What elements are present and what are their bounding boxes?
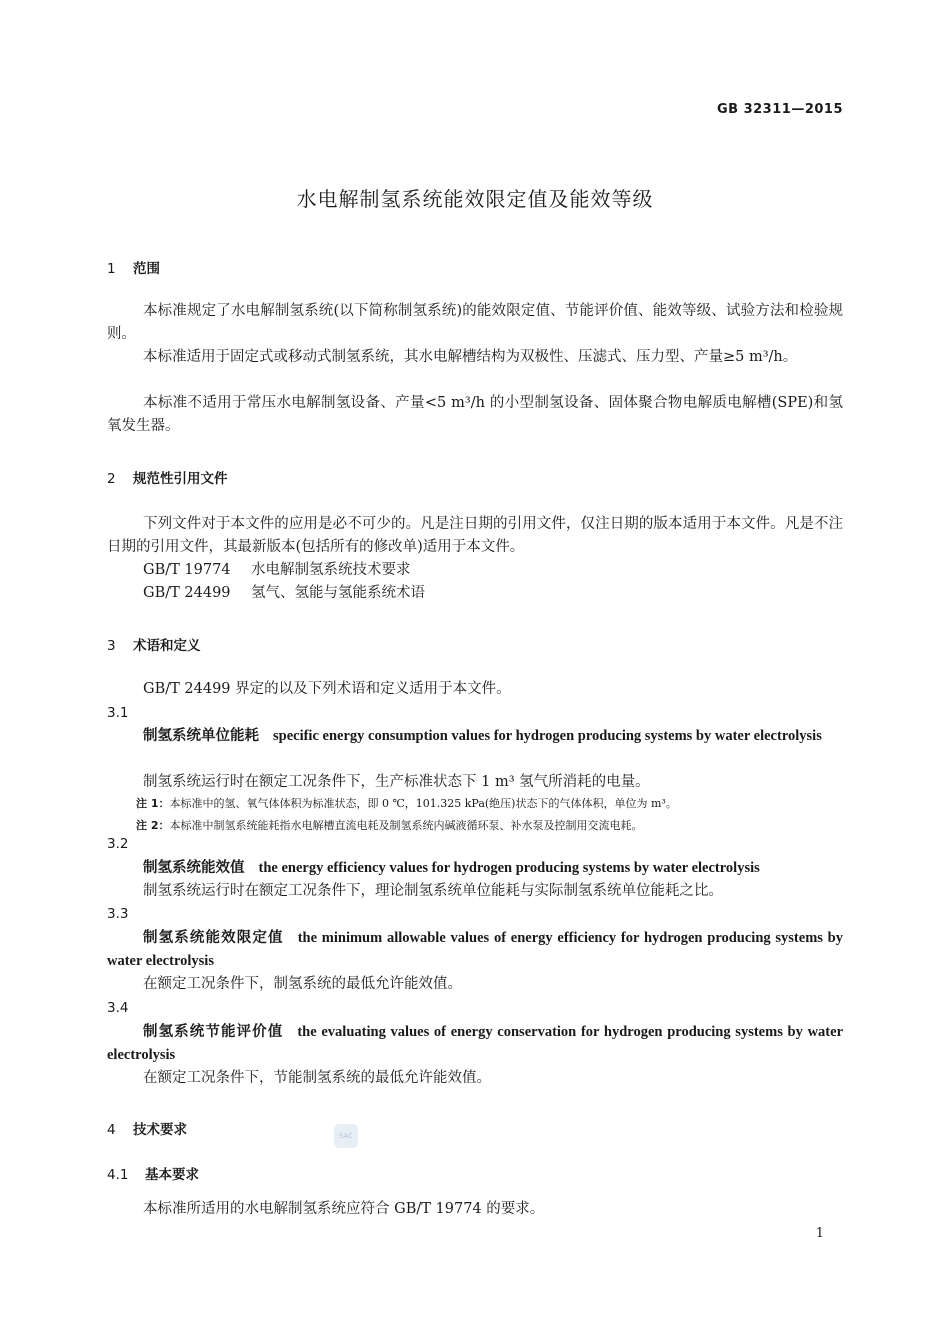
section-title: 技术要求	[133, 1122, 187, 1138]
section-1-paragraph-2: 本标准适用于固定式或移动式制氢系统，其水电解槽结构为双极性、压滤式、压力型、产量≥5 m³/h。	[143, 349, 798, 365]
note	[136, 817, 642, 833]
section-2-paragraph: 下列文件对于本文件的应用是必不可少的。凡是注日期的引用文件，仅注日期的版本适用于本文件。凡是不注日期的引用文件，其最新版本(包括所有的修改单)适用于本文件。	[107, 516, 843, 555]
term-number: 3.3	[107, 906, 129, 922]
section-number: 1	[107, 261, 116, 277]
section-3-intro: GB/T 24499 界定的以及下列术语和定义适用于本文件。	[143, 681, 511, 697]
reference-title: 水电解制氢系统技术要求	[251, 562, 411, 578]
standard-code: GB 32311—2015	[716, 102, 843, 117]
section-number: 4	[107, 1122, 116, 1138]
term-number: 3.2	[107, 836, 129, 852]
subsection-number: 4.1	[107, 1167, 129, 1183]
section-title: 范围	[133, 261, 160, 277]
note-text: 本标准中的氢、氧气体体积为标准状态，即 0 ℃，101.325 kPa(绝压)状态下的气体体积，单位为 m³。	[169, 797, 677, 810]
term-definition: 在额定工况条件下，节能制氢系统的最低允许能效值。	[143, 1070, 491, 1086]
term-english: the evaluating values of energy conservation for hydrogen producing systems by water electrolysis	[107, 1024, 844, 1063]
note-label: 注 2：	[136, 819, 170, 832]
term-number: 3.1	[107, 705, 129, 721]
section-title: 规范性引用文件	[133, 471, 228, 487]
term-definition: 制氢系统运行时在额定工况条件下，理论制氢系统单位能耗与实际制氢系统单位能耗之比。	[143, 883, 723, 899]
term-number: 3.4	[107, 1000, 129, 1016]
document-title: 水电解制氢系统能效限定值及能效等级	[296, 187, 654, 211]
term-entry	[107, 927, 843, 973]
reference-code: GB/T 24499	[143, 585, 231, 601]
term-entry	[107, 725, 843, 748]
section-number: 3	[107, 638, 116, 654]
section-1-paragraph-3: 本标准不适用于常压水电解制氢设备、产量<5 m³/h 的小型制氢设备、固体聚合物电解质电解槽(SPE)和氢氧发生器。	[107, 395, 843, 434]
term-english: the minimum allowable values of energy efficiency for hydrogen producing systems by water electrolysis	[107, 930, 843, 969]
section-4-heading	[107, 1118, 187, 1138]
subsection-title: 基本要求	[145, 1167, 199, 1183]
term-entry	[107, 1021, 843, 1067]
section-title: 术语和定义	[133, 638, 201, 654]
subsection-4-1-heading	[107, 1163, 199, 1183]
reference-code: GB/T 19774	[143, 562, 231, 578]
note-label: 注 1：	[136, 797, 170, 810]
term-entry	[107, 857, 843, 880]
normative-reference	[143, 582, 425, 605]
page-number: 1	[815, 1226, 824, 1241]
term-chinese: 制氢系统节能评价值	[143, 1024, 284, 1040]
term-english: specific energy consumption values for hydrogen producing systems by water electrolysis	[273, 728, 822, 744]
term-definition: 在额定工况条件下，制氢系统的最低允许能效值。	[143, 976, 462, 992]
term-chinese: 制氢系统单位能耗	[143, 728, 259, 744]
term-english: the energy efficiency values for hydrogen producing systems by water electrolysis	[258, 860, 760, 876]
normative-reference	[143, 559, 411, 582]
term-chinese: 制氢系统能效限定值	[143, 930, 284, 946]
section-1-paragraph-1: 本标准规定了水电解制氢系统(以下简称制氢系统)的能效限定值、节能评价值、能效等级、试验方法和检验规则。	[107, 303, 843, 342]
section-4-paragraph: 本标准所适用的水电解制氢系统应符合 GB/T 19774 的要求。	[143, 1201, 545, 1217]
section-1-heading	[107, 257, 160, 277]
reference-title: 氢气、氢能与氢能系统术语	[251, 585, 425, 601]
section-3-heading	[107, 634, 201, 654]
note	[136, 795, 677, 811]
section-number: 2	[107, 471, 116, 487]
term-chinese: 制氢系统能效值	[143, 860, 245, 876]
note-text: 本标准中制氢系统能耗指水电解槽直流电耗及制氢系统内碱液循环泵、补水泵及控制用交流电耗。	[169, 819, 643, 832]
sac-watermark-icon: SAC	[334, 1124, 358, 1148]
section-2-heading	[107, 467, 228, 487]
term-definition: 制氢系统运行时在额定工况条件下，生产标准状态下 1 m³ 氢气所消耗的电量。	[143, 774, 650, 790]
